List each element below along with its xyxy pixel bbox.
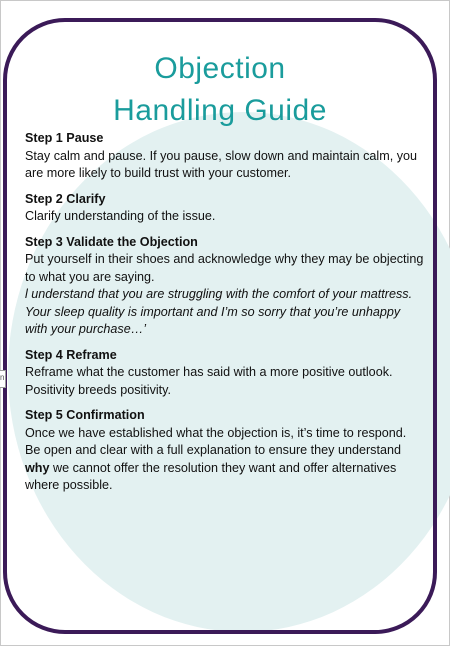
guide-content [25,130,425,503]
step-body: Stay calm and pause. If you pause, slow down and maintain calm, you are more likely to build trust with your customer. [25,148,418,180]
body-text: we cannot offer the resolution they want and offer alternatives where possible. [25,460,397,492]
step-pause [25,130,425,183]
step-body [25,425,425,495]
step-heading: Step 2 Clarify [25,191,106,206]
step-body: Clarify understanding of the issue. [25,209,216,223]
step-body: Put yourself in their shoes and acknowledge why they may be objecting to what you are saying. [25,252,424,284]
step-heading: Step 1 Pause [25,131,104,145]
step-clarify [25,191,425,226]
step-validate [25,234,425,339]
step-confirmation [25,407,425,495]
step-quote: l understand that you are struggling with the comfort of your mattress. Your sleep quality is important and I’m so sorry that you’re unhappy with your purchase…’ [25,287,413,336]
step-heading: Step 4 Reframe [25,347,117,362]
guide-title [7,48,433,132]
title-line-1: Objection [154,52,286,85]
step-reframe [25,347,425,400]
emphasis-why: why [25,460,50,475]
step-heading: Step 5 Confirmation [25,408,145,422]
step-body: Reframe what the customer has said with a more positive outlook. Positivity breeds positivity. [25,365,393,397]
body-text: Once we have established what the objection is, it’s time to respond. Be open and clear with a full explanation to ensure they understand [25,425,407,457]
step-heading: Step 3 Validate the Objection [25,234,198,249]
title-line-2: Handling Guide [113,94,327,127]
page-edge-marker[interactable]: n [0,370,6,388]
